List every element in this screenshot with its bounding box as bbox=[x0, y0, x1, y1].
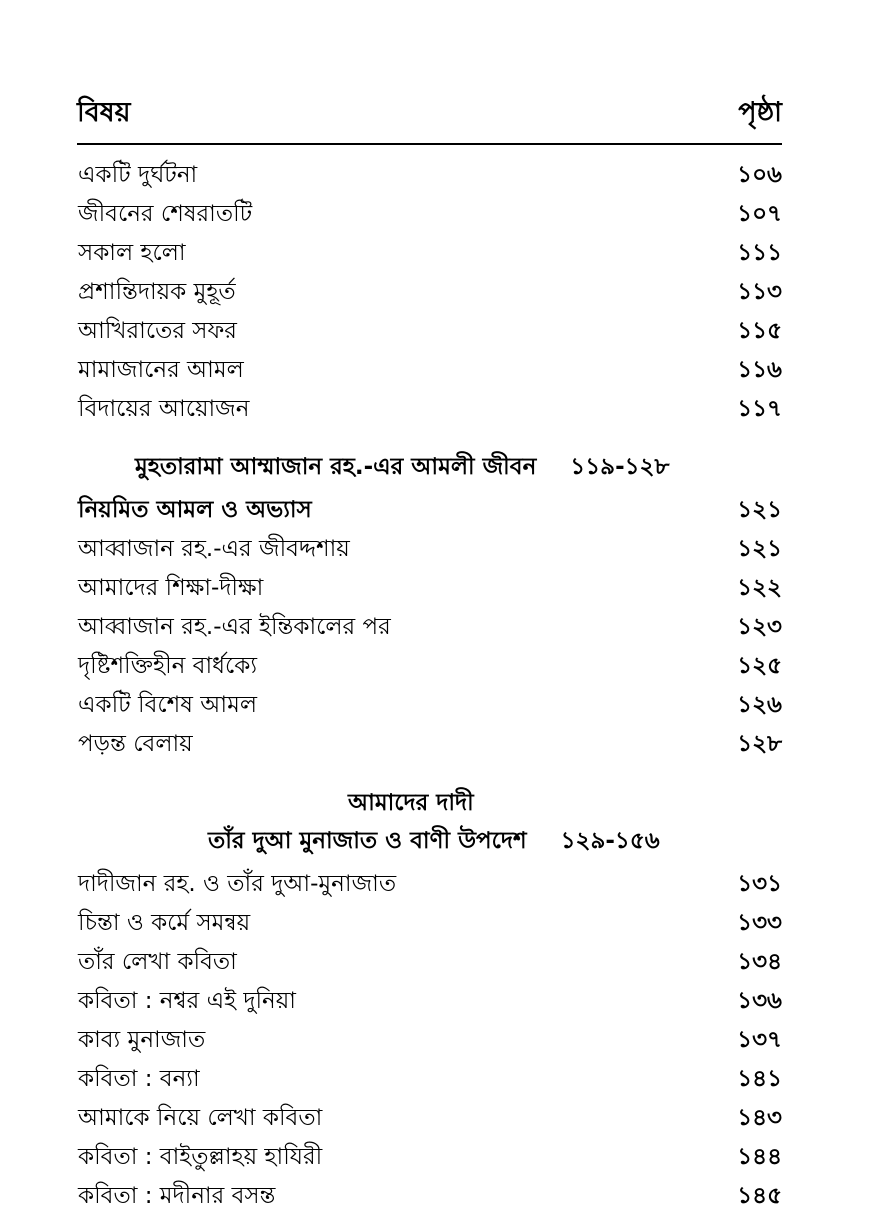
toc-entry bbox=[78, 1177, 782, 1215]
entry-page: ১১৬ bbox=[737, 357, 782, 383]
entry-title: দাদীজান রহ. ও তাঁর দুআ-মুনাজাত bbox=[78, 871, 397, 897]
entry-title: নিয়মিত আমল ও অভ্যাস bbox=[78, 497, 312, 523]
toc-entry bbox=[78, 273, 782, 311]
section-title: মুহতারামা আম্মাজান রহ.-এর আমলী জীবন bbox=[135, 454, 537, 480]
entry-title: একটি দুর্ঘটনা bbox=[78, 162, 198, 188]
toc-entry bbox=[78, 156, 782, 194]
entry-title: প্রশান্তিদায়ক মুহূর্ত bbox=[78, 279, 236, 305]
section-page-range: ১১৯-১২৮ bbox=[570, 454, 670, 480]
section-page-range: ১২৯-১৫৬ bbox=[560, 828, 660, 854]
toc-entry bbox=[78, 982, 782, 1020]
toc-entry bbox=[78, 686, 782, 724]
toc-entry bbox=[78, 647, 782, 685]
toc-header bbox=[77, 95, 782, 145]
entry-title: দৃষ্টিশক্তিহীন বার্ধক্যে bbox=[78, 653, 258, 679]
entry-page: ১২১ bbox=[737, 497, 782, 523]
entry-page: ১৪১ bbox=[737, 1066, 782, 1092]
section-title: তাঁর দুআ মুনাজাত ও বাণী উপদেশ bbox=[208, 828, 527, 854]
entry-page: ১৩১ bbox=[737, 871, 782, 897]
entry-page: ১২২ bbox=[737, 575, 782, 601]
entry-page: ১২৫ bbox=[737, 653, 782, 679]
toc-entry bbox=[78, 530, 782, 568]
toc-entry bbox=[78, 569, 782, 607]
toc-entry bbox=[78, 943, 782, 981]
entry-title: তাঁর লেখা কবিতা bbox=[78, 949, 237, 975]
entry-title: জীবনের শেষরাতটি bbox=[78, 201, 253, 227]
toc-entry bbox=[78, 725, 782, 763]
toc-entry bbox=[78, 351, 782, 389]
toc-entry bbox=[78, 865, 782, 903]
section-heading bbox=[208, 821, 660, 861]
section-title: আমাদের দাদী bbox=[348, 790, 474, 816]
entry-page: ১২৬ bbox=[737, 692, 782, 718]
entry-title: একটি বিশেষ আমল bbox=[78, 692, 257, 718]
entry-page: ১১৫ bbox=[737, 318, 782, 344]
entry-title: আব্বাজান রহ.-এর জীবদ্দশায় bbox=[78, 536, 350, 562]
entry-title: আখিরাতের সফর bbox=[78, 318, 237, 344]
toc-entry bbox=[78, 1060, 782, 1098]
entry-page: ১১১ bbox=[737, 240, 782, 266]
entry-title: মামাজানের আমল bbox=[78, 357, 244, 383]
entry-page: ১১৩ bbox=[737, 279, 782, 305]
section-heading bbox=[135, 447, 669, 487]
entry-title: কবিতা : মদীনার বসন্ত bbox=[78, 1183, 276, 1209]
toc-entry bbox=[78, 491, 782, 529]
entry-page: ১৩৬ bbox=[737, 988, 782, 1014]
entry-page: ১৪৪ bbox=[737, 1144, 782, 1170]
entry-page: ১৩৪ bbox=[737, 949, 782, 975]
entry-page: ১২৮ bbox=[737, 731, 782, 757]
toc-entry bbox=[78, 1138, 782, 1176]
entry-title: বিদায়ের আয়োজন bbox=[78, 396, 250, 422]
toc-entry bbox=[78, 390, 782, 428]
page-heading: পৃষ্ঠা bbox=[738, 97, 782, 128]
entry-page: ১১৭ bbox=[737, 396, 782, 422]
toc-entry bbox=[78, 904, 782, 942]
entry-page: ১৪৩ bbox=[737, 1105, 782, 1131]
entry-page: ১৩৭ bbox=[737, 1027, 782, 1053]
toc-entry bbox=[78, 195, 782, 233]
entry-page: ১৩৩ bbox=[737, 910, 782, 936]
entry-title: আব্বাজান রহ.-এর ইন্তিকালের পর bbox=[78, 614, 391, 640]
entry-title: আমাদের শিক্ষা-দীক্ষা bbox=[78, 575, 264, 601]
toc-entry bbox=[78, 234, 782, 272]
entry-title: সকাল হলো bbox=[78, 240, 186, 266]
toc-entry bbox=[78, 312, 782, 350]
entry-page: ১২৩ bbox=[737, 614, 782, 640]
entry-title: কবিতা : বাইতুল্লাহয় হাযিরী bbox=[78, 1144, 323, 1170]
entry-page: ১২১ bbox=[737, 536, 782, 562]
toc-entry bbox=[78, 1099, 782, 1137]
entry-title: কবিতা : নশ্বর এই দুনিয়া bbox=[78, 988, 296, 1014]
entry-page: ১০৬ bbox=[737, 162, 782, 188]
entry-title: চিন্তা ও কর্মে সমন্বয় bbox=[78, 910, 251, 936]
entry-page: ১০৭ bbox=[737, 201, 782, 227]
entry-title: কাব্য মুনাজাত bbox=[78, 1027, 206, 1053]
subject-heading: বিষয় bbox=[77, 97, 131, 128]
section-heading-line1 bbox=[348, 783, 474, 823]
entry-title: কবিতা : বন্যা bbox=[78, 1066, 200, 1092]
entry-title: আমাকে নিয়ে লেখা কবিতা bbox=[78, 1105, 323, 1131]
entry-page: ১৪৫ bbox=[737, 1183, 782, 1209]
entry-title: পড়ন্ত বেলায় bbox=[78, 731, 193, 757]
toc-entry bbox=[78, 1021, 782, 1059]
toc-entry bbox=[78, 608, 782, 646]
